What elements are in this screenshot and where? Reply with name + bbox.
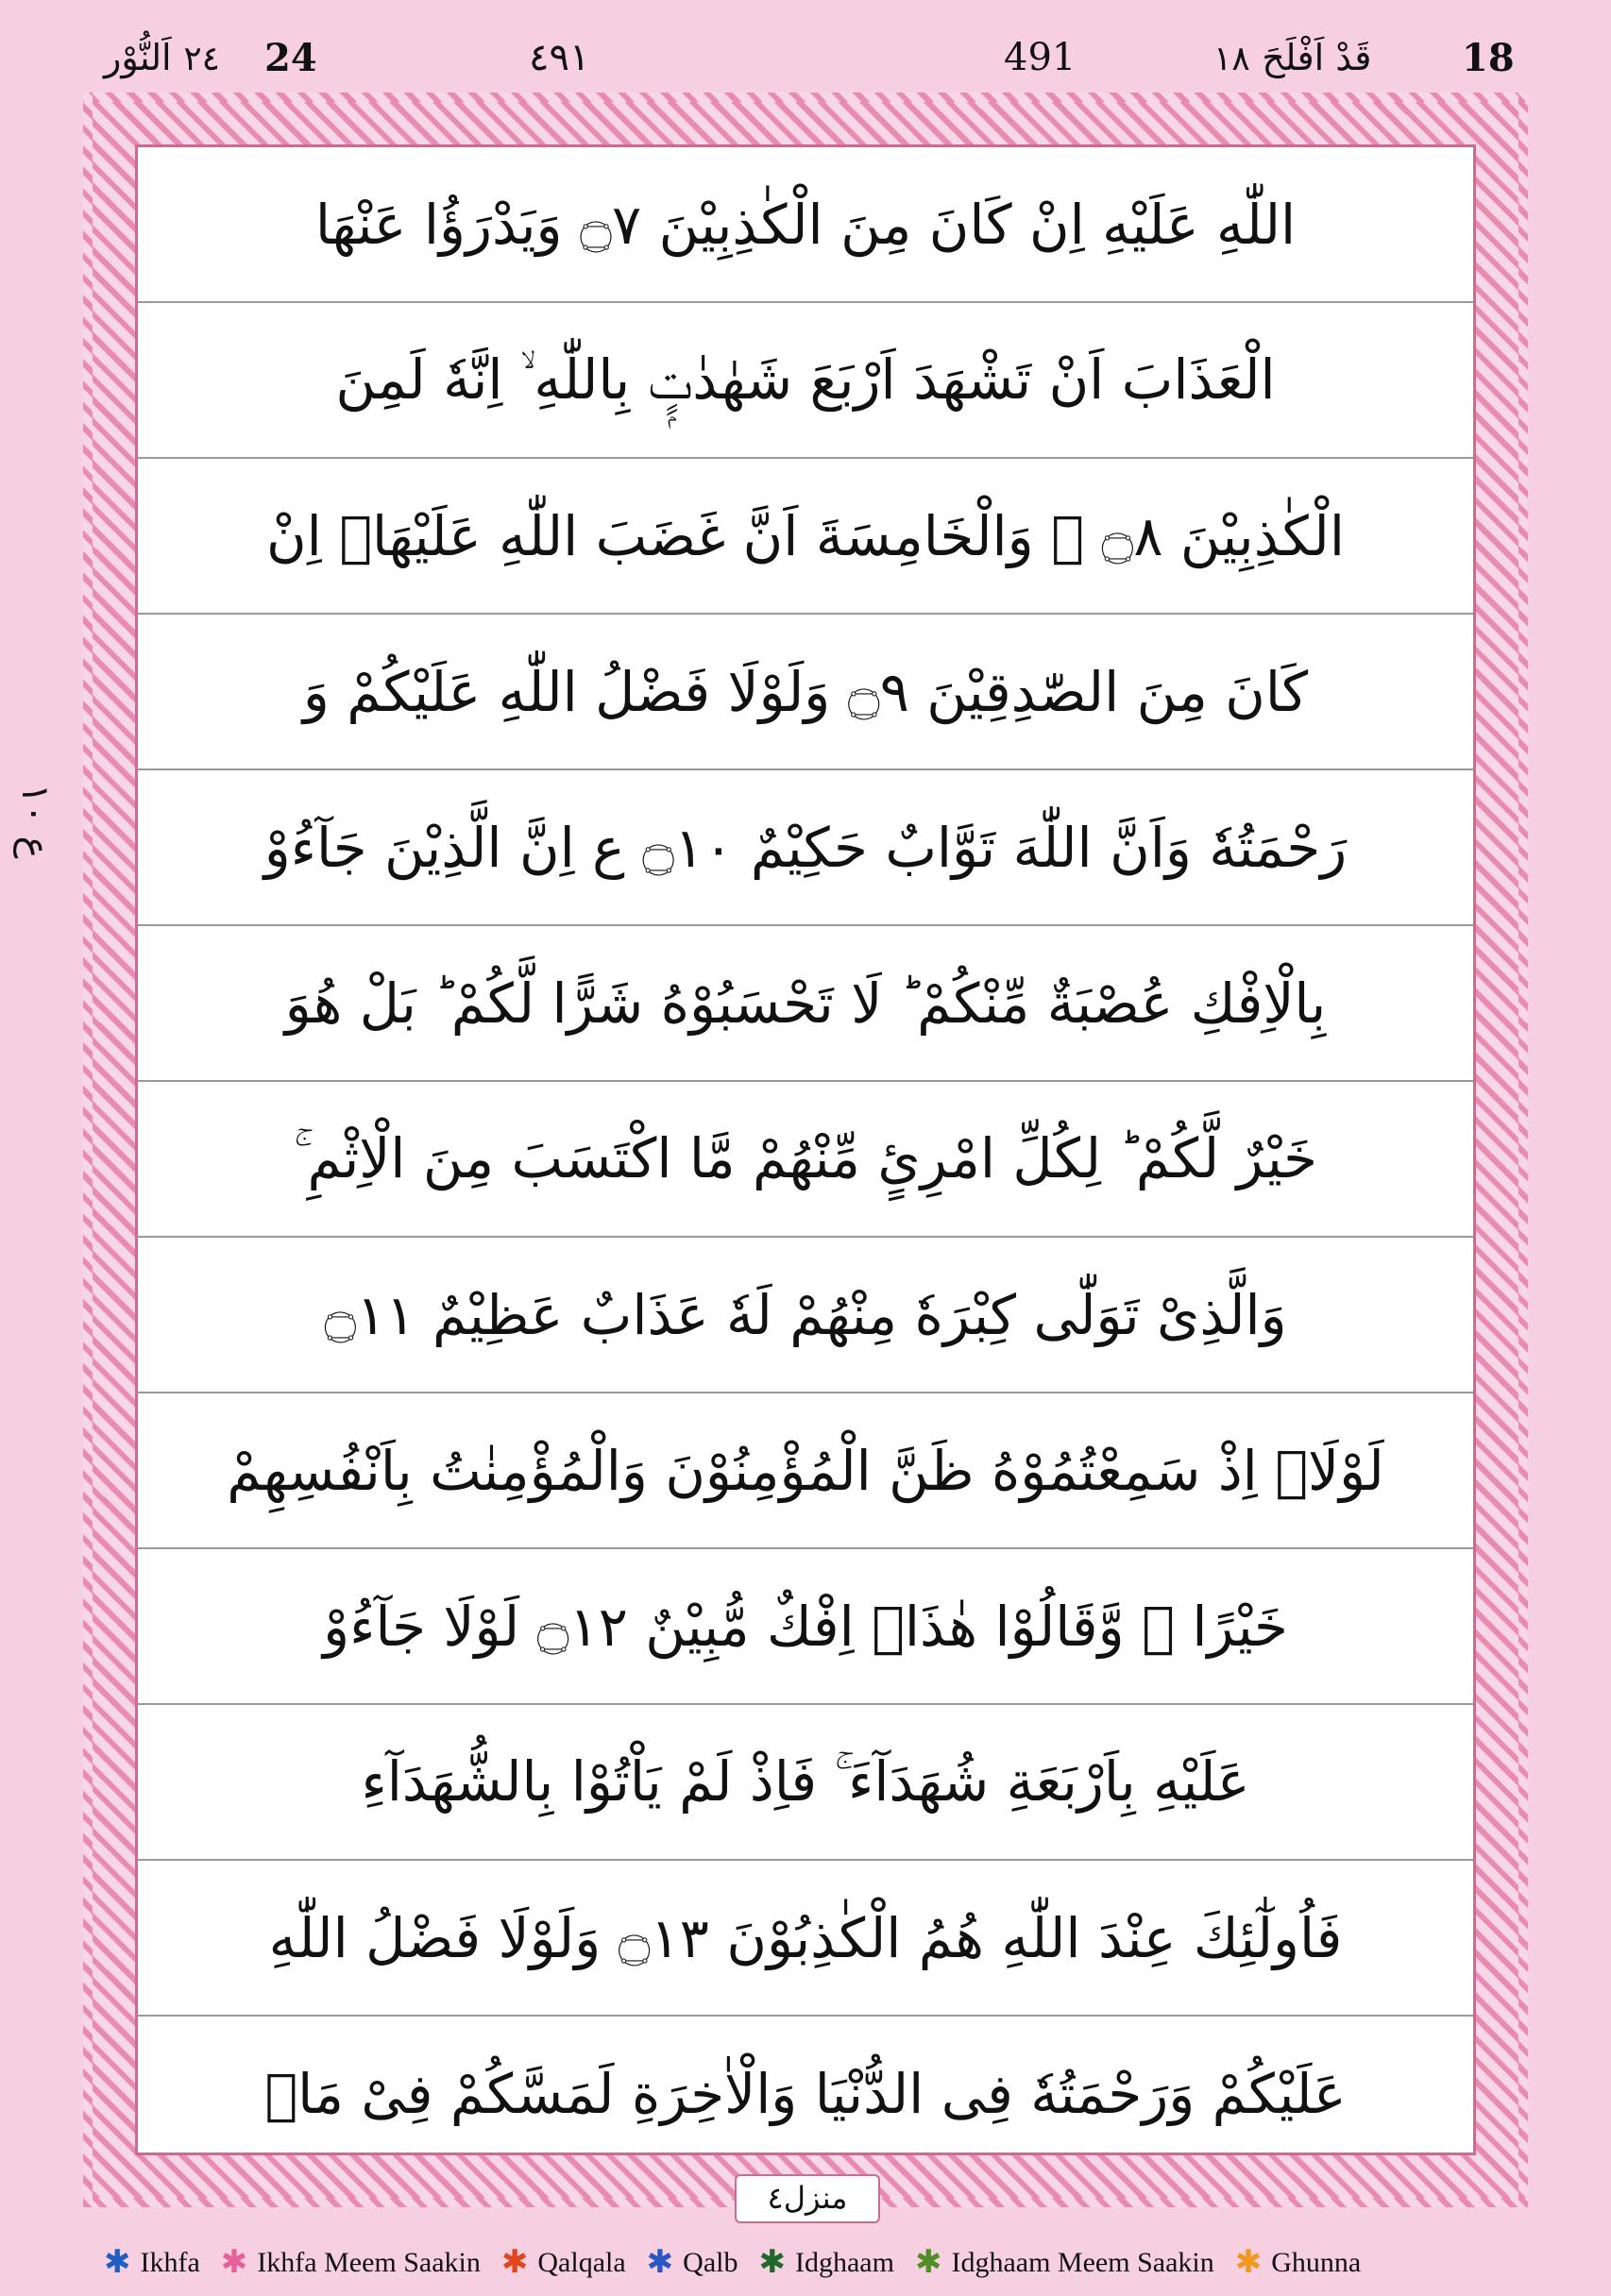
- surah-number: 24: [264, 36, 317, 80]
- page-header: [0, 0, 1611, 104]
- line-text: رَحْمَتُهٗ وَاَنَّ اللّٰهَ تَوَّابٌ حَكِیْمٌ ۝١٠ ع اِنَّ الَّذِیْنَ جَآءُوْ: [263, 815, 1348, 880]
- page-border: [83, 93, 1528, 2207]
- quran-line: [138, 770, 1473, 926]
- line-text: بِالْاِفْكِ عُصْبَةٌ مِّنْكُمْ ؕ لَا تَحْسَبُوْهُ شَرًّا لَّكُمْ ؕ بَلْ هُوَ: [284, 971, 1327, 1036]
- legend-label: Ghunna: [1271, 2247, 1362, 2278]
- legend-label: Qalb: [683, 2247, 738, 2278]
- quran-line: [138, 615, 1473, 770]
- text-panel: [135, 144, 1476, 2155]
- surah-name-text: اَلنُّوْر: [104, 37, 172, 78]
- ruku-marker: ع ١٠: [13, 784, 57, 859]
- quran-line: [138, 926, 1473, 1082]
- star-icon: ✱: [104, 2245, 131, 2280]
- juz-number: 18: [1462, 36, 1515, 80]
- star-icon: ✱: [220, 2245, 248, 2280]
- line-text: خَیْرٌ لَّكُمْ ؕ لِكُلِّ امْرِئٍ مِّنْهُمْ مَّا اكْتَسَبَ مِنَ الْاِثْمِ ۚ: [293, 1126, 1318, 1190]
- juz-name-text: قَدْ اَفْلَحَ: [1262, 37, 1372, 78]
- legend-item-ikhfa: [104, 2247, 200, 2279]
- quran-line: [138, 1238, 1473, 1393]
- star-icon: ✱: [1234, 2245, 1263, 2280]
- line-text: لَوْلَاۤ اِذْ سَمِعْتُمُوْهُ ظَنَّ الْمُؤْمِنُوْنَ وَالْمُؤْمِنٰتُ بِاَنْفُسِهِمْ: [227, 1438, 1384, 1503]
- star-icon: ✱: [914, 2245, 942, 2280]
- quran-line: [138, 1393, 1473, 1549]
- star-icon: ✱: [500, 2245, 529, 2280]
- quran-line: [138, 1082, 1473, 1238]
- quran-line: [138, 1549, 1473, 1705]
- quran-line: [138, 459, 1473, 615]
- manzil-label: منزل٤: [735, 2174, 880, 2223]
- legend-item-ikhfa-meem-saakin: [221, 2247, 481, 2279]
- line-text: كَانَ مِنَ الصّٰدِقِیْنَ ۝٩ وَلَوْلَا فَضْلُ اللّٰهِ عَلَیْكُمْ وَ: [302, 659, 1309, 724]
- legend-label: Qalqala: [537, 2247, 626, 2278]
- legend-item-ghunna: [1235, 2247, 1361, 2279]
- legend-item-idghaam-meem-saakin: [915, 2247, 1214, 2279]
- surah-name: [104, 36, 220, 79]
- star-icon: ✱: [646, 2245, 674, 2280]
- legend-item-qalqala: [501, 2247, 626, 2279]
- legend-item-idghaam: [759, 2247, 894, 2279]
- juz-name: [1213, 36, 1371, 79]
- legend-item-qalb: [647, 2247, 738, 2279]
- line-text: اللّٰهِ عَلَیْهِ اِنْ كَانَ مِنَ الْكٰذِبِیْنَ ۝٧ وَیَدْرَؤُا عَنْهَا: [314, 192, 1297, 257]
- page-number: 491: [1004, 36, 1077, 79]
- quran-line: [138, 303, 1473, 459]
- line-text: وَالَّذِیْ تَوَلّٰى كِبْرَهٗ مِنْهُمْ لَهٗ عَذَابٌ عَظِیْمٌ ۝١١: [324, 1282, 1287, 1347]
- legend-label: Ikhfa Meem Saakin: [257, 2247, 481, 2278]
- line-text: عَلَیْهِ بِاَرْبَعَةِ شُهَدَآءَ ۚ فَاِذْ لَمْ یَاْتُوْا بِالشُّهَدَآءِ: [361, 1749, 1250, 1814]
- line-text: فَاُولٰٓئِكَ عِنْدَ اللّٰهِ هُمُ الْكٰذِبُوْنَ ۝١٣ وَلَوْلَا فَضْلُ اللّٰهِ: [268, 1905, 1343, 1970]
- quran-line: [138, 147, 1473, 303]
- star-icon: ✱: [758, 2245, 786, 2280]
- quran-line: [138, 2017, 1473, 2171]
- page-number-arabic: ٤٩١: [529, 36, 590, 79]
- line-text: خَیْرًا ۙ وَّقَالُوْا هٰذَاۤ اِفْكٌ مُّبِیْنٌ ۝١٢ لَوْلَا جَآءُوْ: [323, 1594, 1288, 1659]
- line-text: الْعَذَابَ اَنْ تَشْهَدَ اَرْبَعَ شَهٰدٰتٍۭ بِاللّٰهِ ۙ اِنَّهٗ لَمِنَ: [335, 347, 1276, 412]
- juz-number-arabic: ١٨: [1213, 40, 1250, 78]
- line-text: عَلَیْكُمْ وَرَحْمَتُهٗ فِی الدُّنْیَا وَالْاٰخِرَةِ لَمَسَّكُمْ فِیْ مَاۤ: [264, 2062, 1347, 2126]
- surah-number-arabic: ٢٤: [183, 40, 220, 78]
- legend-label: Idghaam: [795, 2247, 894, 2278]
- quran-line: [138, 1705, 1473, 1861]
- tajweed-legend: [104, 2239, 1539, 2287]
- quran-line: [138, 1861, 1473, 2017]
- line-text: الْكٰذِبِیْنَ ۝٨ ۙ وَالْخَامِسَةَ اَنَّ غَضَبَ اللّٰهِ عَلَیْهَاۤ اِنْ: [266, 503, 1345, 568]
- legend-label: Ikhfa: [140, 2247, 200, 2278]
- legend-label: Idghaam Meem Saakin: [951, 2247, 1214, 2278]
